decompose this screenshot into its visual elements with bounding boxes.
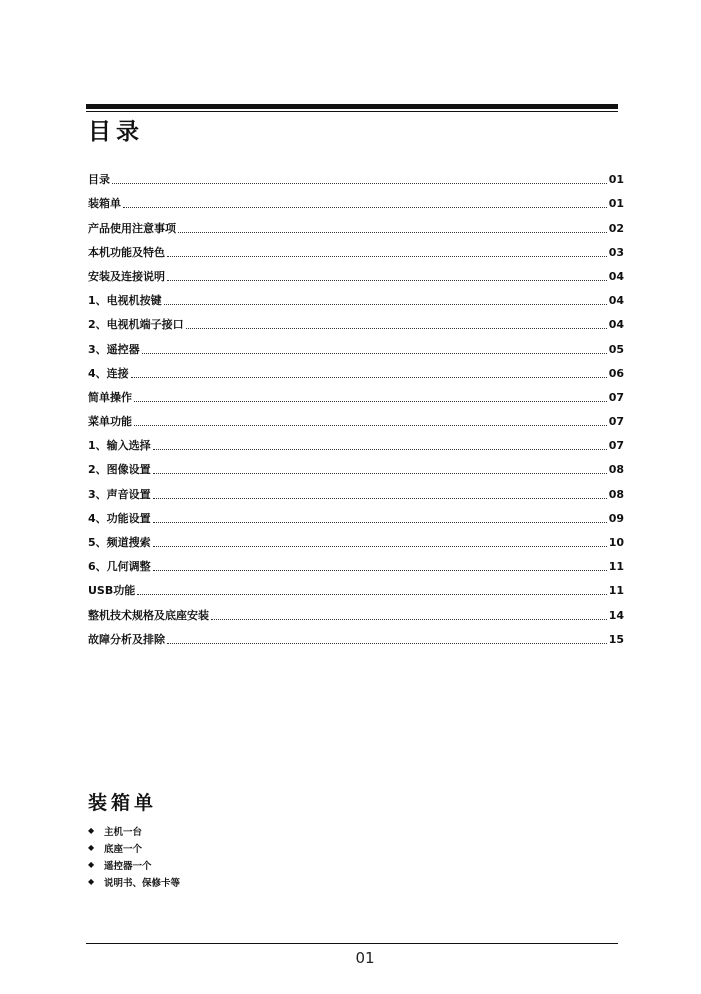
footer-rule	[86, 943, 618, 944]
toc-entry[interactable]	[88, 211, 624, 235]
toc-entry-page: 11	[608, 584, 624, 598]
toc-entry-label: 5、频道搜索	[88, 536, 151, 549]
toc-entry-page: 07	[608, 390, 624, 404]
diamond-bullet-icon: ◆	[88, 843, 95, 852]
toc-leader-dots	[178, 232, 607, 233]
toc-entry-label: 3、遥控器	[88, 342, 140, 356]
table-of-contents	[88, 163, 624, 647]
toc-entry[interactable]	[88, 526, 624, 550]
toc-leader-dots	[167, 256, 607, 257]
toc-entry[interactable]	[88, 163, 624, 187]
packing-item-label: 说明书、保修卡等	[104, 877, 181, 889]
toc-leader-dots	[131, 377, 607, 378]
toc-entry[interactable]	[88, 332, 624, 356]
toc-entry-page: 05	[608, 342, 624, 356]
toc-entry-page: 04	[608, 294, 624, 308]
toc-entry-page: 04	[608, 269, 624, 283]
toc-leader-dots	[153, 570, 607, 571]
toc-entry-page: 10	[608, 536, 624, 549]
toc-entry[interactable]	[88, 260, 624, 284]
toc-entry[interactable]	[88, 381, 624, 405]
toc-entry-page: 01	[608, 173, 624, 187]
toc-entry[interactable]	[88, 357, 624, 381]
toc-entry-label: 装箱单	[88, 197, 121, 211]
toc-entry[interactable]	[88, 429, 624, 453]
toc-entry-label: 安装及连接说明	[88, 269, 165, 283]
packing-item-label: 遥控器一个	[104, 860, 152, 872]
toc-entry-label: 4、连接	[88, 366, 129, 380]
toc-entry-page: 09	[608, 511, 624, 525]
toc-entry-page: 11	[608, 560, 624, 574]
toc-entry-page: 14	[608, 608, 624, 622]
toc-entry-label: 目录	[88, 173, 110, 187]
packing-list-title: 装箱单	[88, 792, 158, 814]
header-rule-thin	[86, 111, 618, 112]
toc-entry-label: 故障分析及排除	[88, 632, 165, 646]
list-item	[88, 822, 180, 839]
toc-leader-dots	[112, 183, 607, 184]
packing-item-label: 主机一台	[104, 826, 143, 838]
toc-entry-label: 6、几何调整	[88, 560, 151, 574]
toc-entry[interactable]	[88, 550, 624, 574]
toc-entry[interactable]	[88, 477, 624, 501]
toc-entry[interactable]	[88, 405, 624, 429]
toc-leader-dots	[153, 498, 607, 499]
toc-entry-label: 简单操作	[88, 390, 132, 404]
toc-entry-label: 菜单功能	[88, 415, 132, 429]
list-item	[88, 873, 180, 890]
toc-entry-page: 01	[608, 197, 624, 211]
toc-entry[interactable]	[88, 308, 624, 332]
toc-leader-dots	[137, 594, 606, 595]
toc-leader-dots	[164, 304, 607, 305]
toc-entry-page: 07	[608, 439, 624, 453]
toc-leader-dots	[142, 353, 607, 354]
toc-entry-label: 3、声音设置	[88, 487, 151, 501]
toc-entry[interactable]	[88, 623, 624, 647]
toc-entry-label: 1、电视机按键	[88, 294, 162, 308]
list-item	[88, 839, 180, 856]
toc-entry-page: 03	[608, 245, 624, 259]
toc-entry-label: 4、功能设置	[88, 511, 151, 525]
toc-entry-label: 本机功能及特色	[88, 245, 165, 259]
toc-entry-page: 08	[608, 487, 624, 501]
toc-title: 目录	[88, 119, 144, 145]
toc-entry-label: 整机技术规格及底座安装	[88, 608, 209, 622]
toc-entry[interactable]	[88, 187, 624, 211]
toc-entry-page: 04	[608, 318, 624, 332]
toc-entry-page: 08	[608, 463, 624, 477]
diamond-bullet-icon: ◆	[88, 877, 95, 886]
toc-entry[interactable]	[88, 598, 624, 622]
page-number: 01	[355, 949, 375, 967]
toc-entry[interactable]	[88, 453, 624, 477]
toc-leader-dots	[153, 473, 607, 474]
toc-entry-page: 07	[608, 415, 624, 429]
toc-entry-label: 1、输入选择	[88, 439, 151, 453]
toc-leader-dots	[167, 643, 607, 644]
toc-entry[interactable]	[88, 236, 624, 260]
toc-entry-page: 06	[608, 366, 624, 380]
packing-item-label: 底座一个	[104, 843, 143, 855]
toc-leader-dots	[211, 619, 607, 620]
toc-entry-label: 2、电视机端子接口	[88, 318, 184, 332]
toc-entry-label: 2、图像设置	[88, 463, 151, 477]
toc-leader-dots	[134, 401, 607, 402]
toc-entry[interactable]	[88, 284, 624, 308]
header-rule-thick	[86, 104, 618, 109]
diamond-bullet-icon: ◆	[88, 860, 95, 869]
packing-list	[88, 822, 180, 890]
toc-entry-label: USB功能	[88, 584, 136, 598]
toc-leader-dots	[123, 207, 607, 208]
toc-entry[interactable]	[88, 574, 624, 598]
toc-entry-page: 15	[608, 632, 624, 646]
toc-entry-label: 产品使用注意事项	[88, 221, 176, 235]
list-item	[88, 856, 180, 873]
diamond-bullet-icon: ◆	[88, 826, 95, 835]
toc-leader-dots	[153, 546, 607, 547]
toc-leader-dots	[153, 449, 607, 450]
toc-leader-dots	[134, 425, 607, 426]
toc-leader-dots	[167, 280, 607, 281]
toc-leader-dots	[153, 522, 607, 523]
toc-entry[interactable]	[88, 502, 624, 526]
toc-leader-dots	[186, 328, 607, 329]
toc-entry-page: 02	[608, 221, 624, 235]
